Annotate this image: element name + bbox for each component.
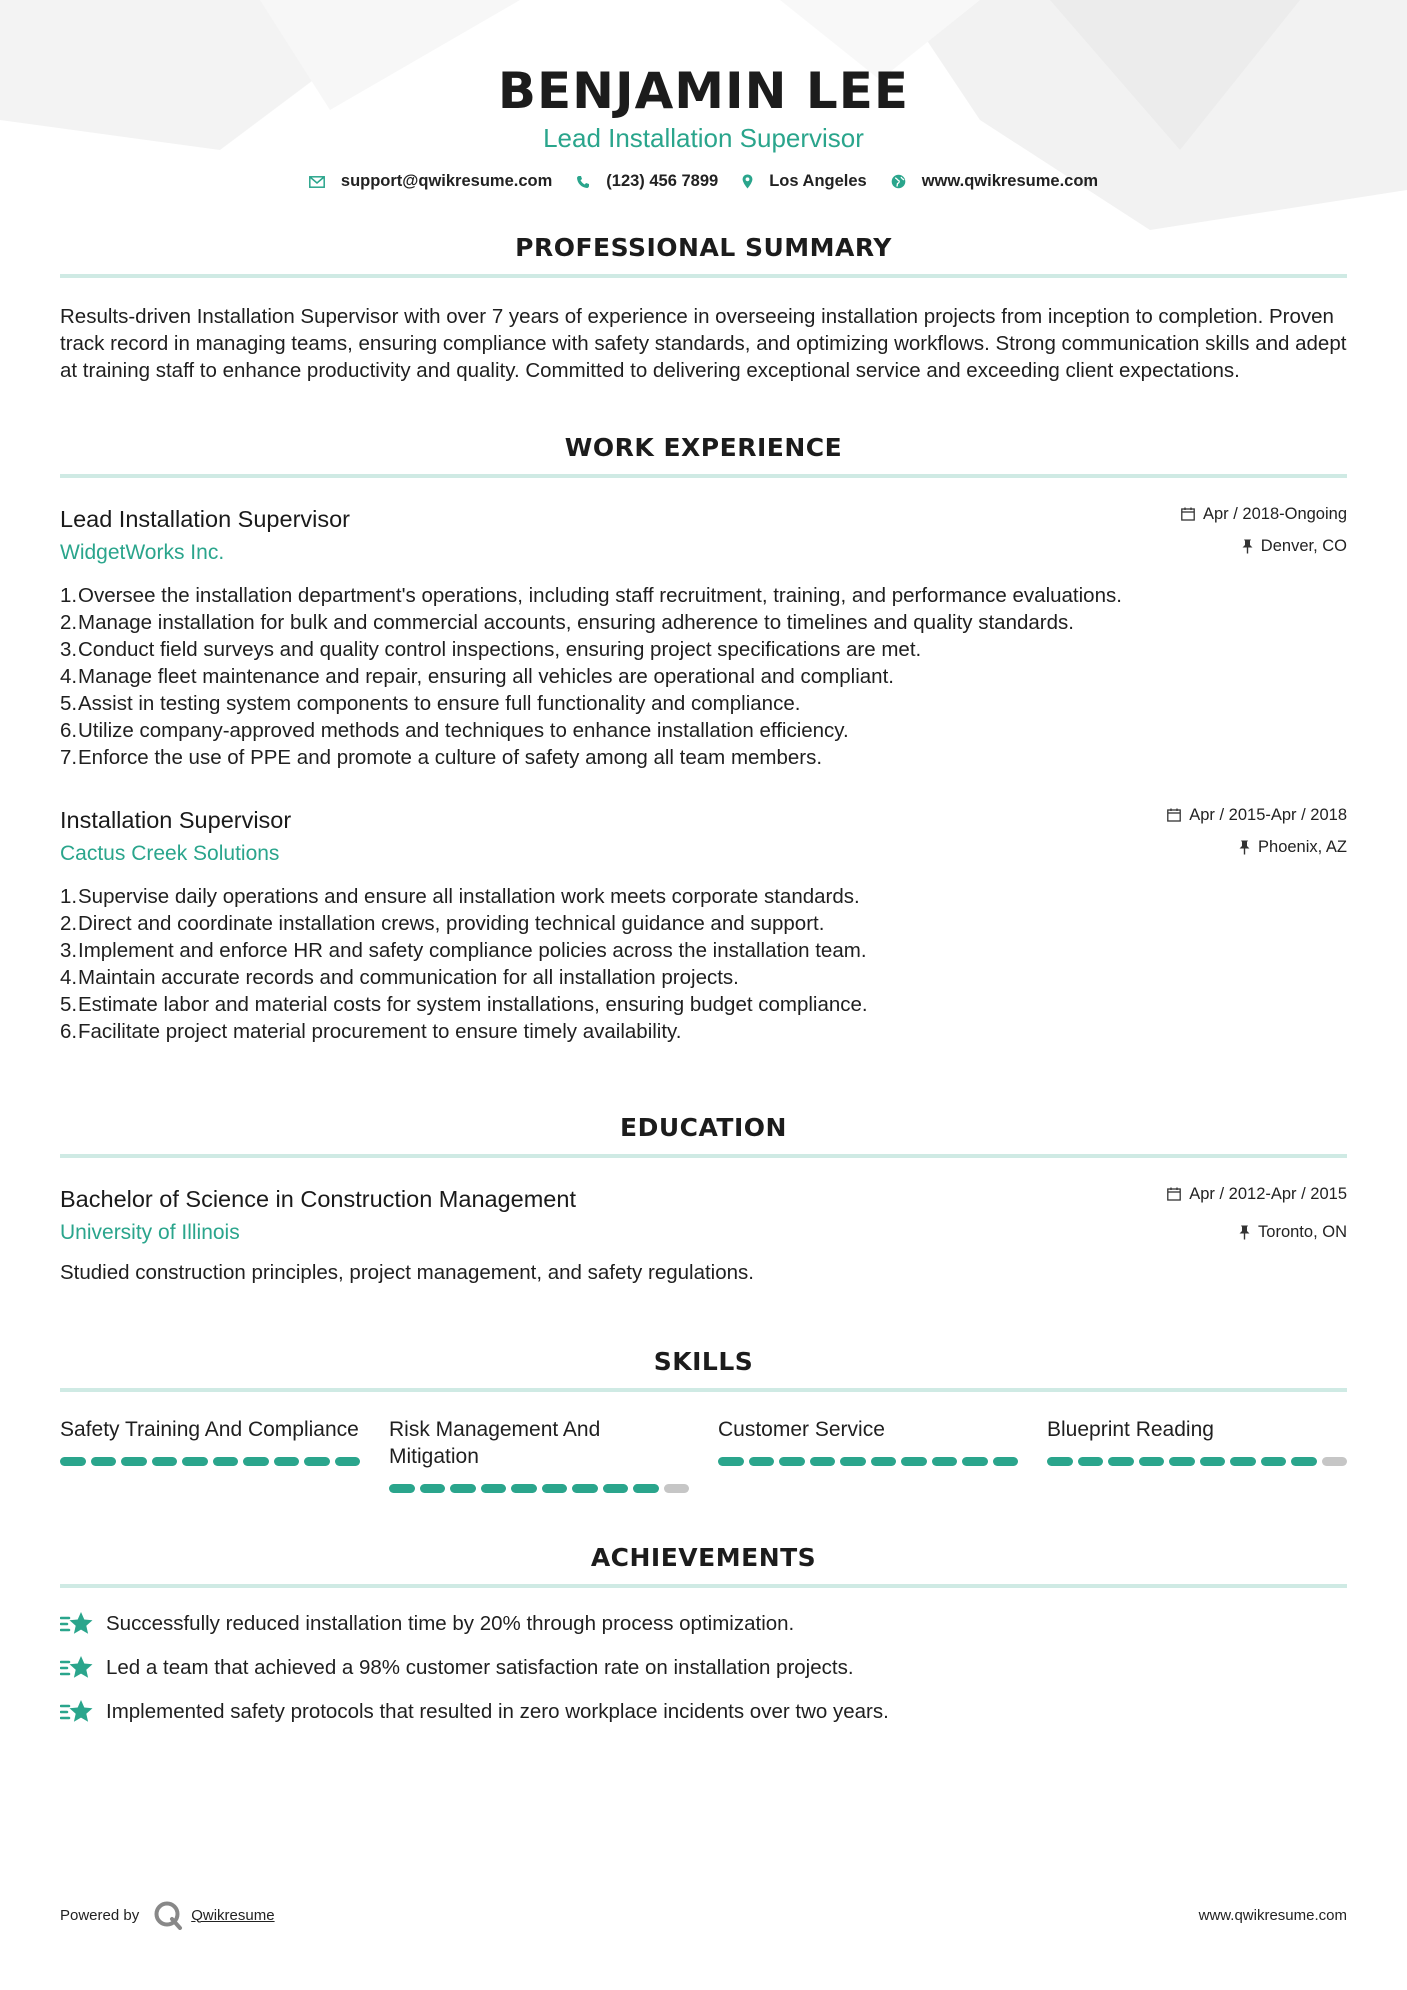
job-company: Cactus Creek Solutions bbox=[60, 842, 280, 865]
qwikresume-logo-icon bbox=[153, 1900, 183, 1930]
skill-name: Risk Management And Mitigation bbox=[389, 1418, 601, 1468]
education-location: Toronto, ON bbox=[1258, 1223, 1347, 1241]
star-icon bbox=[60, 1699, 94, 1725]
job-entry bbox=[60, 805, 1347, 1045]
resume-header bbox=[60, 0, 1347, 191]
skill-segment-filled bbox=[1047, 1457, 1073, 1466]
job-title: Lead Installation Supervisor bbox=[60, 506, 351, 532]
list-item: 1. Supervise daily operations and ensure all installation work meets corporate standards. bbox=[60, 885, 860, 908]
contact-website[interactable] bbox=[891, 172, 1098, 191]
job-location: Phoenix, AZ bbox=[1258, 838, 1347, 856]
achievement-text: Led a team that achieved a 98% customer satisfaction rate on installation projects. bbox=[106, 1656, 854, 1679]
list-item: 4. Maintain accurate records and communication for all installation projects. bbox=[60, 966, 739, 989]
experience-divider bbox=[60, 474, 1347, 478]
skill-segment-filled bbox=[1108, 1457, 1134, 1466]
skill-segment-filled bbox=[1230, 1457, 1256, 1466]
contact-email[interactable] bbox=[309, 172, 552, 191]
footer-website-link[interactable]: www.qwikresume.com bbox=[1198, 1906, 1347, 1924]
summary-heading: PROFESSIONAL SUMMARY bbox=[515, 233, 892, 262]
star-icon bbox=[60, 1655, 94, 1681]
skill-segment-filled bbox=[718, 1457, 744, 1466]
education-section bbox=[60, 1113, 1347, 1286]
envelope-icon bbox=[309, 176, 325, 188]
list-item: 5. Estimate labor and material costs for system installations, ensuring budget compliance. bbox=[60, 993, 868, 1016]
achievement-item bbox=[60, 1654, 1347, 1681]
skill-segment-filled bbox=[749, 1457, 775, 1466]
contact-phone[interactable] bbox=[576, 172, 718, 191]
brand-link[interactable]: Qwikresume bbox=[191, 1906, 275, 1924]
achievements-divider bbox=[60, 1584, 1347, 1588]
list-item: 3. Implement and enforce HR and safety compliance policies across the installation team. bbox=[60, 939, 867, 962]
skill-segment-filled bbox=[420, 1484, 446, 1493]
skill-segment-filled bbox=[1261, 1457, 1287, 1466]
achievement-text: Implemented safety protocols that resulted in zero workplace incidents over two years. bbox=[106, 1700, 889, 1723]
education-heading: EDUCATION bbox=[620, 1113, 787, 1142]
skill-segment-filled bbox=[152, 1457, 178, 1466]
list-item: 2. Direct and coordinate installation crews, providing technical guidance and support. bbox=[60, 912, 825, 935]
skill-level-bar bbox=[60, 1457, 360, 1466]
achievements-section bbox=[60, 1543, 1347, 1725]
education-divider bbox=[60, 1154, 1347, 1158]
skill-segment-filled bbox=[542, 1484, 568, 1493]
job-dates: Apr / 2018-Ongoing bbox=[1202, 505, 1347, 523]
star-icon bbox=[60, 1611, 94, 1637]
achievement-item bbox=[60, 1698, 1347, 1725]
list-item: 6. Facilitate project material procurement to ensure timely availability. bbox=[60, 1020, 682, 1043]
skill-segment-filled bbox=[335, 1457, 361, 1466]
skill-segment-filled bbox=[213, 1457, 239, 1466]
list-item: 3. Conduct field surveys and quality control inspections, ensuring project specifications are met. bbox=[60, 638, 922, 661]
list-item: 2. Manage installation for bulk and commercial accounts, ensuring adherence to timelines and quality standards. bbox=[60, 611, 1074, 634]
skill-segment-filled bbox=[1139, 1457, 1165, 1466]
summary-divider bbox=[60, 274, 1347, 278]
skill-segment-filled bbox=[450, 1484, 476, 1493]
education-dates: Apr / 2012-Apr / 2015 bbox=[1189, 1185, 1347, 1203]
skill-segment-filled bbox=[633, 1484, 659, 1493]
job-bullets bbox=[60, 883, 1347, 1045]
skill-segment-empty bbox=[1322, 1457, 1348, 1466]
education-entry bbox=[60, 1184, 1347, 1286]
map-pin-icon bbox=[742, 174, 753, 189]
skill-segment-filled bbox=[603, 1484, 629, 1493]
skill-segment-filled bbox=[932, 1457, 958, 1466]
skill-segment-filled bbox=[121, 1457, 147, 1466]
skill-segment-filled bbox=[572, 1484, 598, 1493]
skills-heading: SKILLS bbox=[653, 1347, 754, 1376]
achievement-text: Successfully reduced installation time by 20% through process optimization. bbox=[106, 1612, 795, 1635]
skill-segment-filled bbox=[389, 1484, 415, 1493]
skill-name: Safety Training And Compliance bbox=[60, 1418, 359, 1441]
skill-segment-filled bbox=[182, 1457, 208, 1466]
skill-segment-filled bbox=[1169, 1457, 1195, 1466]
job-title: Installation Supervisor bbox=[60, 807, 292, 833]
skill-segment-filled bbox=[274, 1457, 300, 1466]
skill-item bbox=[389, 1416, 689, 1493]
skill-level-bar bbox=[1047, 1457, 1347, 1466]
list-item: 7. Enforce the use of PPE and promote a culture of safety among all team members. bbox=[60, 746, 823, 769]
contact-bar bbox=[60, 172, 1347, 191]
calendar-icon bbox=[1181, 507, 1195, 521]
skill-segment-filled bbox=[840, 1457, 866, 1466]
skill-item bbox=[718, 1416, 1018, 1493]
list-item: 1. Oversee the installation department's operations, including staff recruitment, training, and performance evaluations. bbox=[60, 584, 1122, 607]
job-bullets bbox=[60, 582, 1347, 771]
skill-segment-filled bbox=[962, 1457, 988, 1466]
pushpin-icon bbox=[1239, 1225, 1250, 1240]
skill-segment-filled bbox=[304, 1457, 330, 1466]
pushpin-icon bbox=[1242, 539, 1253, 554]
skill-segment-filled bbox=[993, 1457, 1019, 1466]
skill-segment-filled bbox=[1078, 1457, 1104, 1466]
calendar-icon bbox=[1167, 808, 1181, 822]
skill-segment-filled bbox=[1291, 1457, 1317, 1466]
experience-heading: WORK EXPERIENCE bbox=[564, 433, 843, 462]
list-item: 4. Manage fleet maintenance and repair, ensuring all vehicles are operational and compliant. bbox=[60, 665, 894, 688]
email-text: support@qwikresume.com bbox=[340, 172, 553, 190]
list-item: 6. Utilize company-approved methods and techniques to enhance installation efficiency. bbox=[60, 719, 849, 742]
candidate-title: Lead Installation Supervisor bbox=[543, 123, 864, 153]
skill-segment-filled bbox=[779, 1457, 805, 1466]
skill-segment-filled bbox=[481, 1484, 507, 1493]
list-item: 5. Assist in testing system components to ensure full functionality and compliance. bbox=[60, 692, 801, 715]
candidate-name: BENJAMIN LEE bbox=[497, 62, 910, 120]
skill-segment-filled bbox=[1200, 1457, 1226, 1466]
job-location: Denver, CO bbox=[1260, 537, 1347, 555]
summary-section bbox=[60, 233, 1347, 384]
summary-text: Results-driven Installation Supervisor with over 7 years of experience in overseeing installation projects from inception to completion. Proven track record in managing teams, ensuring compliance with safety standards, and optimizing workflows. Strong communication skills and adept at training staff to enhance productivity and quality. Committed to delivering exceptional service and exceeding client expectations. bbox=[60, 305, 1347, 382]
phone-icon bbox=[576, 175, 590, 189]
skill-segment-filled bbox=[243, 1457, 269, 1466]
degree: Bachelor of Science in Construction Management bbox=[60, 1186, 576, 1212]
skill-name: Blueprint Reading bbox=[1047, 1418, 1214, 1441]
skill-item bbox=[60, 1416, 360, 1493]
powered-by-label: Powered by bbox=[60, 1906, 140, 1924]
skill-level-bar bbox=[389, 1484, 689, 1493]
calendar-icon bbox=[1167, 1187, 1181, 1201]
globe-icon bbox=[891, 174, 906, 189]
footer bbox=[60, 1900, 1347, 1930]
achievement-item bbox=[60, 1610, 1347, 1637]
job-dates: Apr / 2015-Apr / 2018 bbox=[1189, 806, 1347, 824]
skill-segment-filled bbox=[511, 1484, 537, 1493]
skill-segment-filled bbox=[901, 1457, 927, 1466]
skills-divider bbox=[60, 1388, 1347, 1392]
education-description: Studied construction principles, project management, and safety regulations. bbox=[60, 1261, 754, 1284]
website-text: www.qwikresume.com bbox=[921, 172, 1099, 190]
skill-level-bar bbox=[718, 1457, 1018, 1466]
school: University of Illinois bbox=[60, 1221, 240, 1244]
skill-segment-filled bbox=[810, 1457, 836, 1466]
skill-segment-empty bbox=[664, 1484, 690, 1493]
achievements-heading: ACHIEVEMENTS bbox=[590, 1543, 817, 1572]
skill-item bbox=[1047, 1416, 1347, 1493]
skill-segment-filled bbox=[91, 1457, 117, 1466]
experience-section bbox=[60, 433, 1347, 1045]
skill-name: Customer Service bbox=[718, 1418, 885, 1441]
contact-location bbox=[742, 172, 867, 191]
skill-segment-filled bbox=[60, 1457, 86, 1466]
skills-section bbox=[60, 1347, 1347, 1493]
job-entry bbox=[60, 504, 1347, 771]
skill-segment-filled bbox=[871, 1457, 897, 1466]
location-text: Los Angeles bbox=[769, 172, 867, 190]
job-company: WidgetWorks Inc. bbox=[60, 541, 225, 564]
phone-text: (123) 456 7899 bbox=[606, 172, 719, 190]
pushpin-icon bbox=[1239, 840, 1250, 855]
